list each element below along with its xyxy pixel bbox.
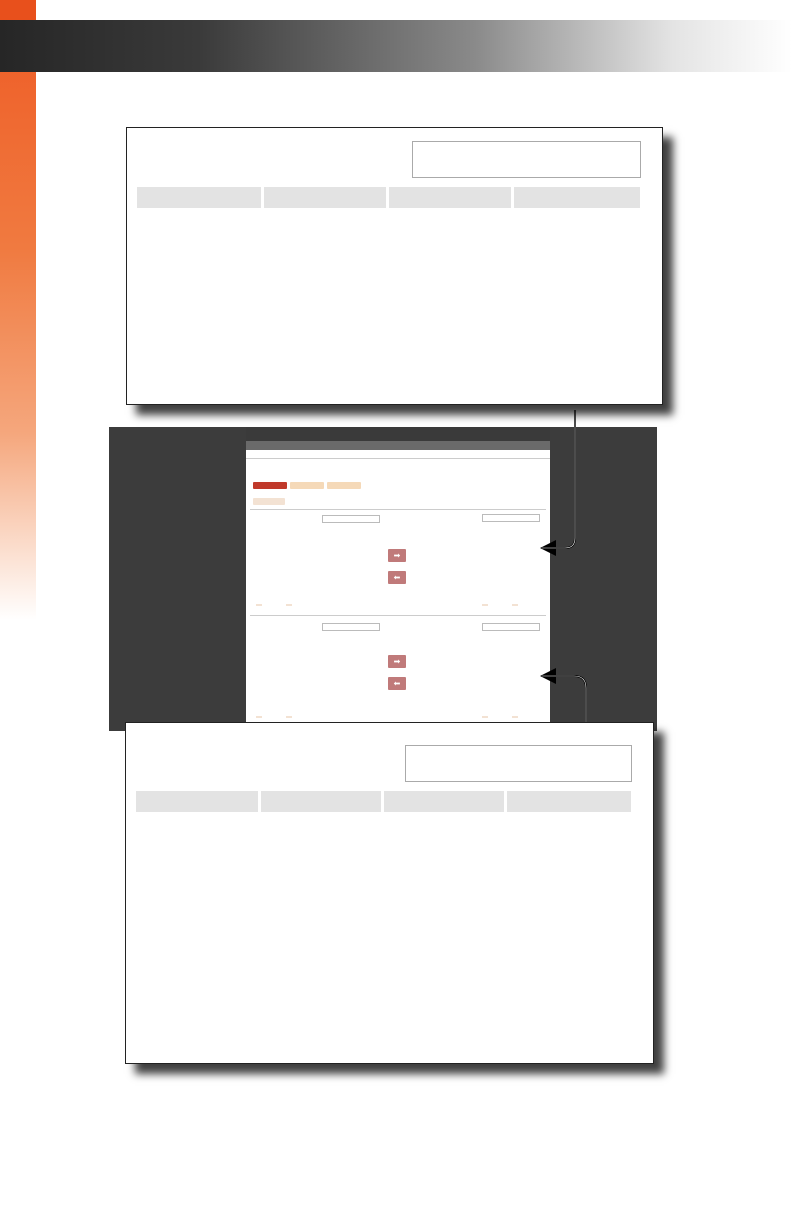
deselect-all-available-inputs[interactable] bbox=[286, 604, 292, 606]
associated-outputs-search[interactable] bbox=[482, 623, 540, 631]
col-header-ip[interactable] bbox=[262, 187, 387, 208]
deselect-all-available-outputs[interactable] bbox=[286, 716, 292, 718]
move-left-button[interactable] bbox=[388, 677, 406, 690]
side-tab bbox=[0, 0, 36, 620]
edit-group-button[interactable] bbox=[288, 498, 330, 505]
associated-outputs-search[interactable] bbox=[405, 745, 632, 782]
side-tab-top bbox=[0, 0, 36, 20]
available-inputs-search[interactable] bbox=[322, 515, 380, 523]
arrow-left-icon: ⬅ bbox=[393, 679, 401, 688]
mini-col-mac bbox=[316, 633, 348, 637]
move-right-button[interactable] bbox=[388, 549, 406, 562]
divider bbox=[250, 509, 546, 510]
mini-col-description bbox=[348, 525, 380, 529]
mini-col-description bbox=[348, 633, 380, 637]
available-outputs-header bbox=[252, 633, 380, 637]
select-all-available-outputs[interactable] bbox=[256, 716, 262, 718]
associated-inputs-table bbox=[137, 187, 643, 208]
mini-header-row bbox=[252, 633, 380, 637]
mini-col-mac bbox=[316, 525, 348, 529]
col-header-name[interactable] bbox=[137, 187, 262, 208]
col-header-description[interactable] bbox=[512, 187, 641, 208]
table-header-row bbox=[137, 187, 641, 208]
mini-col-ip bbox=[284, 633, 316, 637]
col-header-mac[interactable] bbox=[382, 791, 505, 812]
available-inputs-header bbox=[252, 525, 380, 529]
select-all-associated-inputs[interactable] bbox=[482, 604, 488, 606]
arrow-right-icon: ➡ bbox=[393, 657, 401, 666]
arrow-left-icon: ⬅ bbox=[393, 573, 401, 582]
col-header-name[interactable] bbox=[136, 791, 259, 812]
app-nav bbox=[246, 441, 550, 450]
group-engineering-button[interactable] bbox=[290, 482, 324, 489]
associated-inputs-search[interactable] bbox=[412, 141, 641, 178]
sub-tabs bbox=[246, 450, 550, 459]
app-header bbox=[246, 427, 550, 441]
select-all-associated-outputs[interactable] bbox=[482, 716, 488, 718]
move-right-button[interactable] bbox=[388, 655, 406, 668]
available-outputs-search[interactable] bbox=[322, 623, 380, 631]
col-header-ip[interactable] bbox=[259, 791, 382, 812]
group-default-button[interactable] bbox=[253, 482, 287, 489]
mini-col-name bbox=[252, 525, 284, 529]
divider bbox=[250, 615, 546, 616]
deselect-all-associated-outputs[interactable] bbox=[512, 716, 518, 718]
arrow-right-icon: ➡ bbox=[393, 551, 401, 560]
groups-screenshot bbox=[109, 427, 657, 731]
mini-col-name bbox=[252, 633, 284, 637]
associated-inputs-search[interactable] bbox=[482, 514, 540, 522]
mini-header-row bbox=[252, 525, 380, 529]
move-left-button[interactable] bbox=[388, 571, 406, 584]
deselect-all-associated-inputs[interactable] bbox=[512, 604, 518, 606]
group-test-button[interactable] bbox=[327, 482, 361, 489]
associated-outputs-table bbox=[136, 791, 634, 812]
associated-outputs-panel bbox=[125, 722, 654, 1064]
col-header-mac[interactable] bbox=[387, 187, 512, 208]
select-all-available-inputs[interactable] bbox=[256, 604, 262, 606]
associated-inputs-panel bbox=[126, 127, 663, 405]
delete-group-button[interactable] bbox=[333, 498, 361, 505]
table-header-row bbox=[136, 791, 632, 812]
app-window bbox=[246, 427, 550, 731]
mini-col-ip bbox=[284, 525, 316, 529]
header-bar bbox=[0, 20, 792, 72]
add-group-button[interactable] bbox=[253, 498, 285, 505]
col-header-description[interactable] bbox=[505, 791, 632, 812]
